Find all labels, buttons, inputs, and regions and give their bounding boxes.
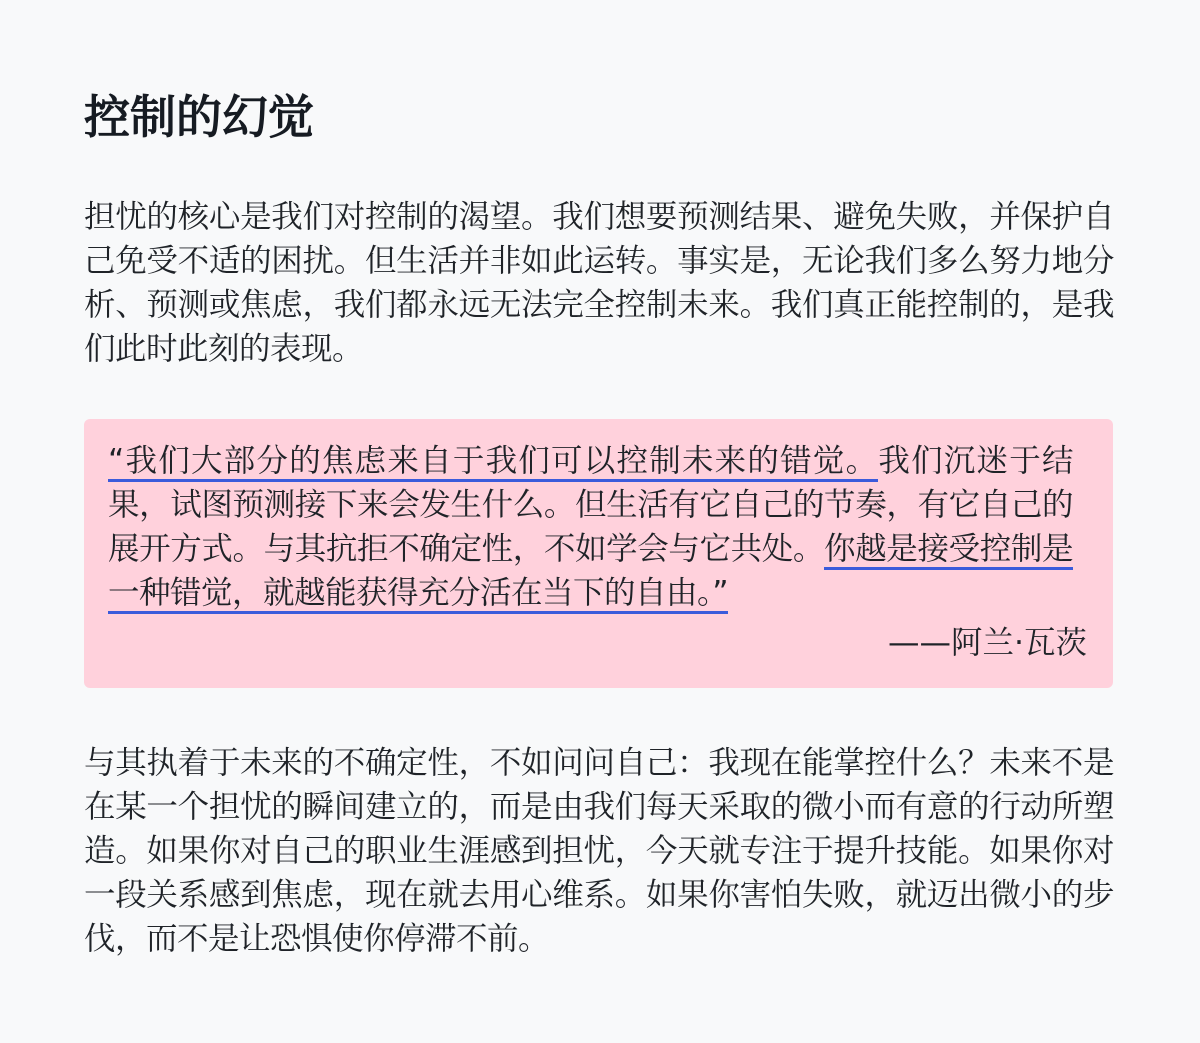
page-title: 控制的幻觉 (84, 90, 314, 144)
quote-highlight-1: “我们大部分的焦虑来自于我们可以控制未来的错觉。 (108, 443, 878, 482)
blockquote (84, 419, 1113, 688)
quote-highlight-2: 你越是接受控制是一种错觉，就越能获得充分活在当下的自由。” (108, 531, 1073, 614)
paragraph-intro: 担忧的核心是我们对控制的渴望。我们想要预测结果、避免失败，并保护自己免受不适的困扰。但生活并非如此运转。事实是，无论我们多么努力地分析、预测或焦虑，我们都永远无法完全控制未来。我们真正能控制的，是我们此时此刻的表现。 (84, 199, 1114, 367)
quote-text (108, 439, 1073, 615)
quote-body: 我们沉迷于结果，试图预测接下来会发生什么。但生活有它自己的节奏，有它自己的展开方式。与其抗拒不确定性，不如学会与它共处。 (108, 443, 1073, 567)
quote-author: ——阿兰·瓦茨 (887, 625, 1087, 661)
paragraph-conclusion: 与其执着于未来的不确定性，不如问问自己：我现在能掌控什么？未来不是在某一个担忧的瞬间建立的，而是由我们每天采取的微小而有意的行动所塑造。如果你对自己的职业生涯感到担忧，今天就专注于提升技能。如果你对一段关系感到焦虑，现在就去用心维系。如果你害怕失败，就迈出微小的步伐，而不是让恐惧使你停滞不前。 (84, 745, 1114, 957)
